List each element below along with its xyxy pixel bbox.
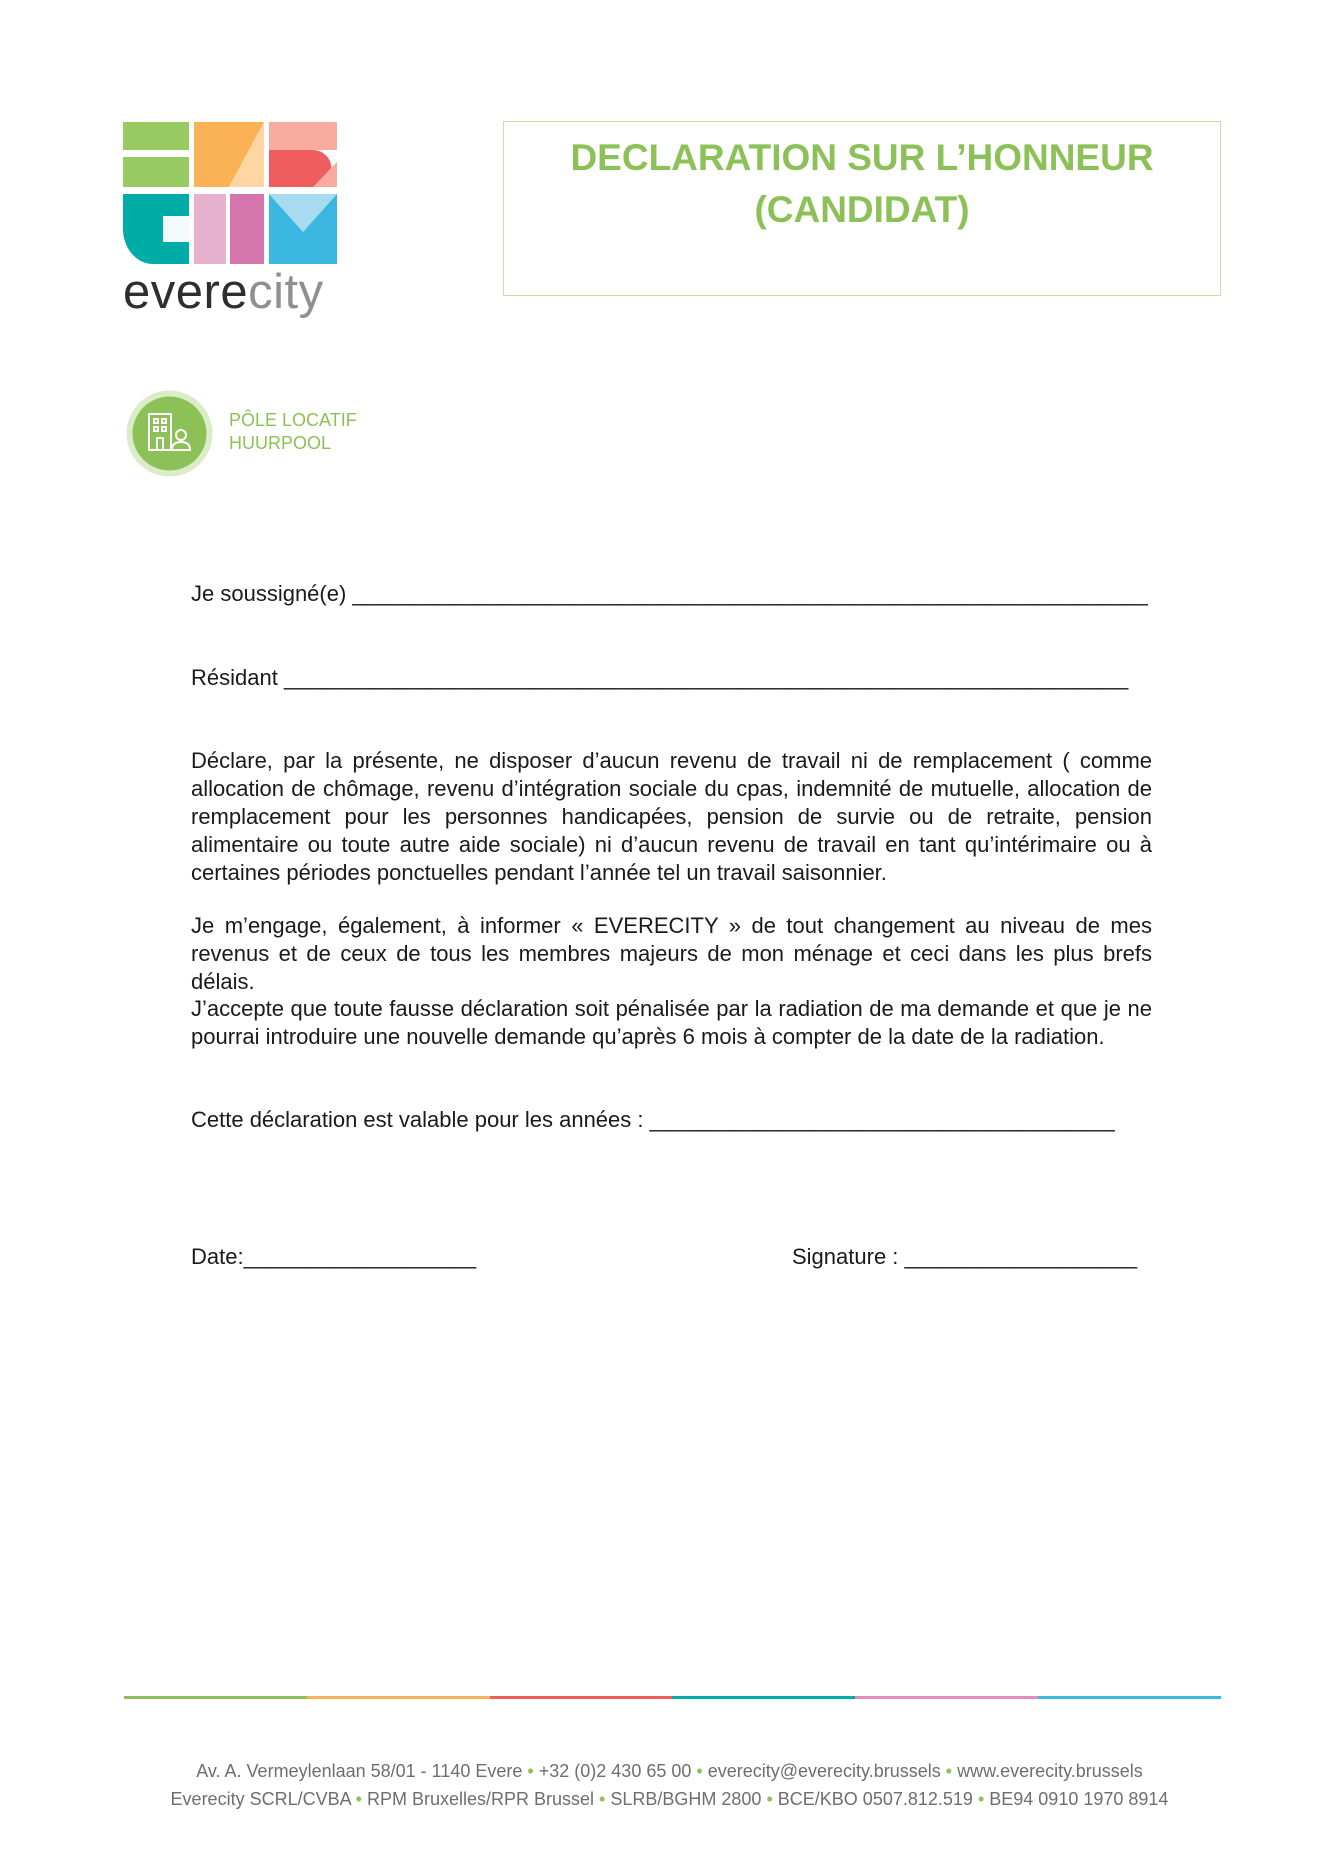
footer-separator: • <box>527 1761 534 1781</box>
footer-separator: • <box>766 1789 773 1809</box>
everecity-logo <box>123 122 337 317</box>
logo-word-dark: evere <box>123 265 249 319</box>
pole-label-nl: HUURPOOL <box>229 433 332 453</box>
footer-iban: BE94 0910 1970 8914 <box>989 1789 1169 1809</box>
soussigne-field[interactable]: Je soussigné(e) _________________________________________________________________ <box>191 581 1148 606</box>
pole-label-fr: PÔLE LOCATIF <box>229 410 357 430</box>
footer-separator: • <box>696 1761 703 1781</box>
footer-separator: • <box>355 1789 362 1809</box>
residant-field[interactable]: Résidant _____________________________________________________________________ <box>191 665 1129 690</box>
footer-address: Av. A. Vermeylenlaan 58/01 - 1140 Evere <box>196 1761 523 1781</box>
document-subtitle: (CANDIDAT) <box>754 189 970 230</box>
footer-legal-line <box>0 1789 1339 1810</box>
engagement-paragraph: Je m’engage, également, à informer « EVERECITY » de tout changement au niveau de mes revenus et de ceux de tous les membres majeurs de mon ménage et ceci dans les plus brefs délais. <box>191 913 1152 994</box>
logo-mosaic <box>123 122 337 264</box>
footer-separator: • <box>599 1789 606 1809</box>
signature-field[interactable]: Signature : ___________________ <box>792 1244 1137 1269</box>
footer-separator: • <box>945 1761 953 1781</box>
logo-word-light: city <box>248 265 324 319</box>
pole-label <box>229 409 357 455</box>
footer-website[interactable]: www.everecity.brussels <box>957 1761 1143 1781</box>
footer-slrb: SLRB/BGHM 2800 <box>610 1789 762 1809</box>
declaration-paragraph: Déclare, par la présente, ne disposer d’aucun revenu de travail ni de remplacement ( comme allocation de chômage, revenu d’intégration sociale du cpas, indemnité de mutuelle, allocation de remplacement pour les personnes handicapées, pension de survie ou de retraite, pension alimentaire ou toute autre aide sociale) ni d’aucun revenu de travail en tant qu’intérimaire ou à certaines périodes ponctuelles pendant l’année tel un travail saisonnier. <box>191 748 1152 885</box>
building-user-icon <box>125 389 214 478</box>
footer-company: Everecity SCRL/CVBA <box>170 1789 351 1809</box>
footer-phone: +32 (0)2 430 65 00 <box>538 1761 692 1781</box>
footer-separator: • <box>977 1789 985 1809</box>
footer-email[interactable]: everecity@everecity.brussels <box>707 1761 941 1781</box>
validity-years-field[interactable]: Cette déclaration est valable pour les années : ______________________________________ <box>191 1107 1115 1132</box>
date-field[interactable]: Date:___________________ <box>191 1244 477 1269</box>
footer-contact-line <box>0 1761 1339 1782</box>
logo-wordmark <box>123 265 337 319</box>
footer-color-rule <box>124 1696 1221 1699</box>
acceptance-paragraph: J’accepte que toute fausse déclaration soit pénalisée par la radiation de ma demande et que je ne pourrai introduire une nouvelle demande qu’après 6 mois à compter de la date de la radiation. <box>191 996 1152 1049</box>
footer-bce: BCE/KBO 0507.812.519 <box>777 1789 973 1809</box>
footer-rpm: RPM Bruxelles/RPR Brussel <box>366 1789 595 1809</box>
document-title-box <box>503 121 1221 296</box>
document-title: DECLARATION SUR L’HONNEUR <box>570 137 1154 178</box>
